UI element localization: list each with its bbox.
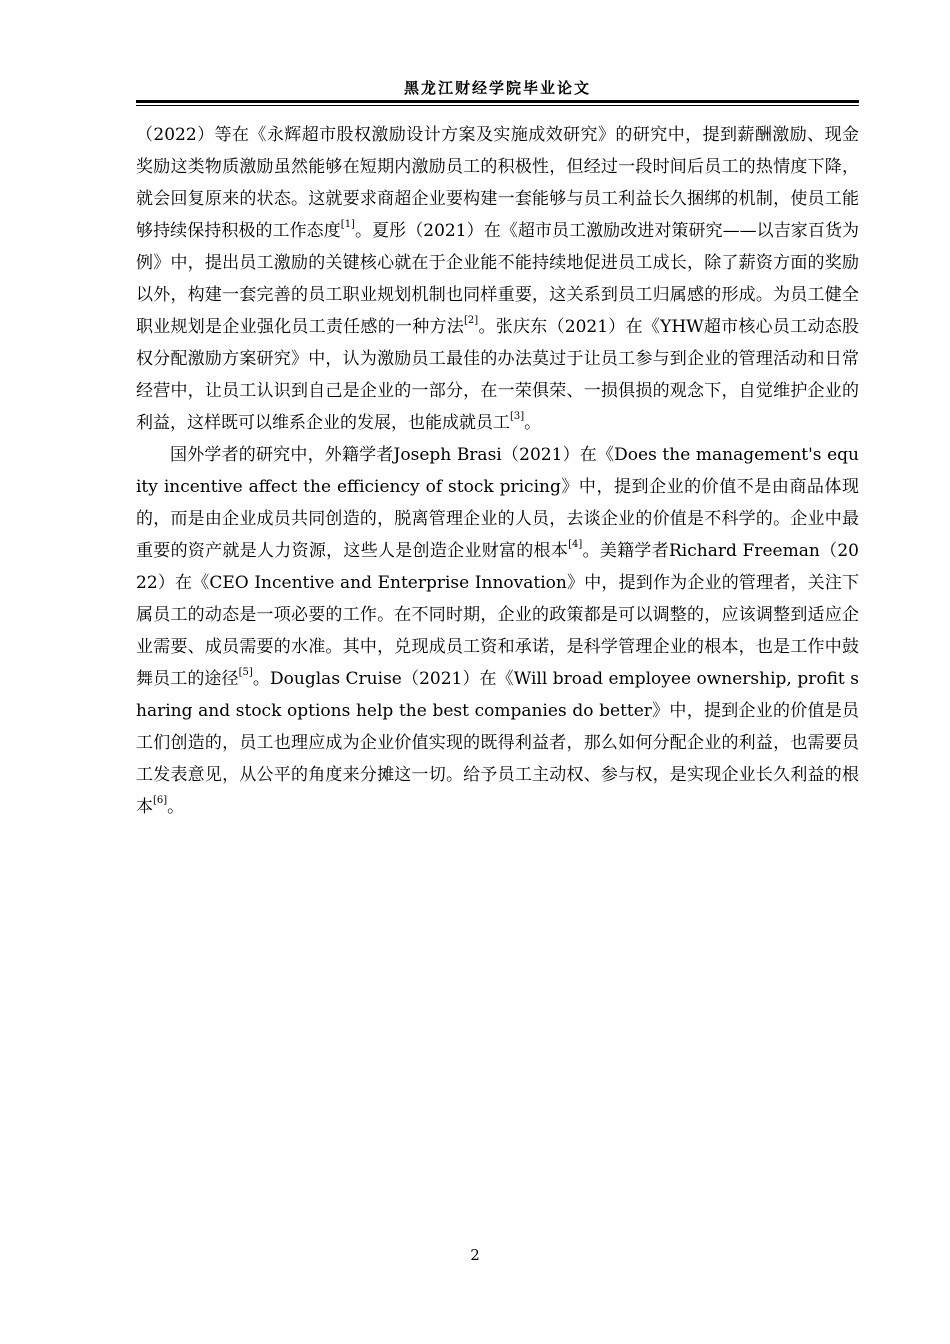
- citation-ref: [2]: [464, 315, 479, 327]
- text-run: 。夏彤（2021）在《超市员工激励改进对策研究——以吉家百货为例》中，提出员工激励的关键核心就在于企业能不能持续地促进员工成长，除了薪资方面的奖励以外，构建一套完善的员工职业规划机制也同样重要，这关系到员工归属感的形成。为员工健全职业规划是企业强化员工责任感的一种方法: [136, 221, 860, 337]
- text-run: 。美籍学者Richard Freeman（2022）在《CEO Incentive and Enterprise Innovation》中，提到作为企业的管理者，关注下属员工的动态是一项必要的工作。在不同时期，企业的政策都是可以调整的，应该调整到适应企业需要、成员需要的水准。其中，兑现成员工资和承诺，是科学管理企业的根本，也是工作中鼓舞员工的途径: [136, 541, 859, 689]
- text-run: 。: [524, 413, 542, 433]
- citation-ref: [5]: [238, 667, 253, 679]
- page-header-title: 黑龙江财经学院毕业论文: [403, 79, 591, 97]
- header-rule-thin: [136, 105, 859, 106]
- header-rule-thick: [136, 100, 859, 103]
- body-text: [136, 119, 859, 823]
- text-run: 国外学者的研究中，外籍学者Joseph Brasi（2021）在《Does the management's equity incentive affect the efficiency of stock pricing》中，提到企业的价值不是由商品体现的，而是由企业成员共同创造的，脱离管理企业的人员，去谈企业的价值是不科学的。企业中最重要的资产就是人力资源，这些人是创造企业财富的根本: [136, 445, 859, 561]
- text-run: 。Douglas Cruise（2021）在《Will broad employee ownership, profit sharing and stock options help the best companies do better》中，提到企业的价值是员工们创造的，员工也理应成为企业价值实现的既得利益者，那么如何分配企业的利益，也需要员工发表意见，从公平的角度来分摊这一切。给予员工主动权、参与权，是实现企业长久利益的根本: [136, 669, 859, 817]
- citation-ref: [3]: [510, 411, 525, 423]
- citation-ref: [1]: [340, 219, 355, 231]
- citation-ref: [6]: [153, 795, 168, 807]
- paragraph-1: [136, 119, 859, 439]
- page-number: 2: [470, 1246, 480, 1264]
- paragraph-2: [136, 439, 859, 823]
- text-run: 。: [167, 797, 185, 817]
- text-run: 。张庆东（2021）在《YHW超市核心员工动态股权分配激励方案研究》中，认为激励员工最佳的办法莫过于让员工参与到企业的管理活动和日常经营中，让员工认识到自己是企业的一部分，在一荣俱荣、一损俱损的观念下，自觉维护企业的利益，这样既可以维系企业的发展，也能成就员工: [136, 317, 859, 433]
- citation-ref: [4]: [568, 539, 583, 551]
- text-run: （2022）等在《永辉超市股权激励设计方案及实施成效研究》的研究中，提到薪酬激励、现金奖励这类物质激励虽然能够在短期内激励员工的积极性，但经过一段时间后员工的热情度下降，就会回复原来的状态。这就要求商超企业要构建一套能够与员工利益长久捆绑的机制，使员工能够持续保持积极的工作态度: [136, 125, 859, 241]
